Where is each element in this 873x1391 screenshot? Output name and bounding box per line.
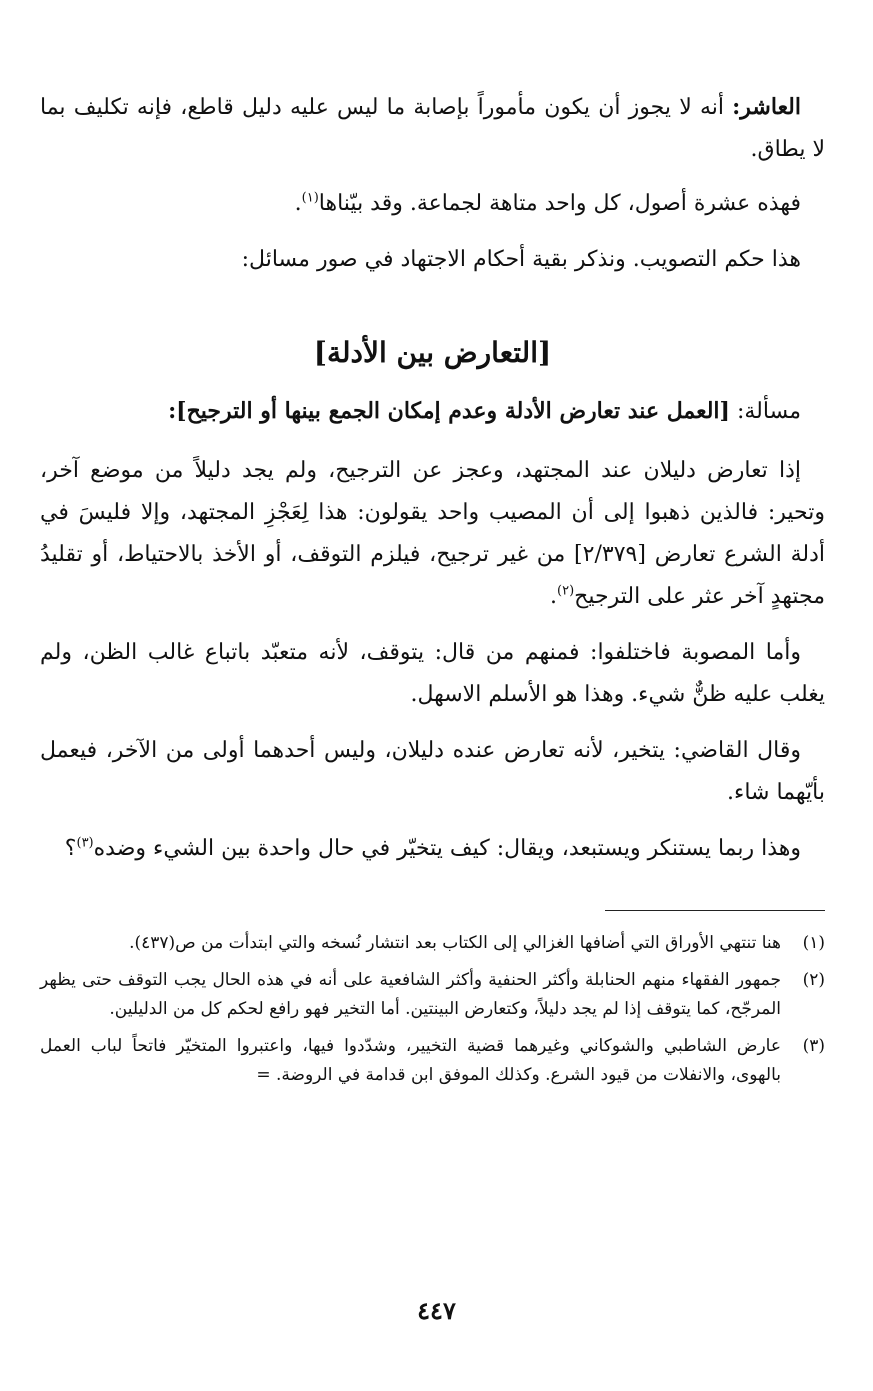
paragraph-conflict [40,450,825,618]
footnote-number: (٣) [802,1036,825,1056]
paragraph-text: هذا حكم التصويب. ونذكر بقية أحكام الاجتهاد في صور مسائل: [241,247,801,272]
footnote-ref-1[interactable]: (١) [301,190,319,206]
paragraph-qadi [40,730,825,814]
paragraph-ten-principles [40,183,825,225]
paragraph-tenth [40,86,825,171]
issue-heading [40,391,825,432]
section-title: [التعارض بين الأدلة] [313,336,552,369]
paragraph-text: أنه لا يجوز أن يكون مأموراً بإصابة ما ليس عليه دليل قاطع، فإنه تكليف بما لا يطاق. [40,95,825,162]
paragraph-text: إذا تعارض دليلان عند المجتهد، وعجز عن الترجيح، ولم يجد دليلاً من موضع آخر، وتحير: فالذين ذهبوا إلى أن المصيب واحد يقولون: هذا لِعَجْزِ المجتهد، وإلا فليسَ في أدلة الشرع تعارض [٢/٣٧٩] من غير ترجيح، فيلزم التوقف، أو الأخذ بالاحتياط، أو تقليدُ مجتهدٍ آخر عثر على الترجيح [40,458,825,609]
footnote-ref-2[interactable]: (٢) [557,583,575,599]
paragraph-tail: ؟ [64,836,77,861]
footnote-text: جمهور الفقهاء منهم الحنابلة وأكثر الحنفية وأكثر الشافعية على أنه في هذه الحال يجب التوقف حتى يظهر المرجّح، كما يتوقف إذا لم يجد دليلاً، وكتعارض البينتين. أما التخير فهو رافع لحكم كل من الدليلين. [40,970,781,1019]
footnote-3 [40,1032,825,1090]
footnote-divider [605,910,825,911]
footnote-2 [40,966,825,1024]
issue-title: [العمل عند تعارض الأدلة وعدم إمكان الجمع بينها أو الترجيح]: [168,398,730,424]
paragraph-text: فهذه عشرة أصول، كل واحد متاهة لجماعة. وقد بيّناها [318,191,801,216]
footnote-text: عارض الشاطبي والشوكاني وغيرهما قضية التخيير، وشدّدوا فيها، واعتبروا المتخيّر فاتحاً لباب العمل بالهوى، والانفلات من قيود الشرع. وكذلك الموفق ابن قدامة في الروضة. = [40,1036,781,1085]
paragraph-text: وهذا ربما يستنكر ويستبعد، ويقال: كيف يتخيّر في حال واحدة بين الشيء وضده [93,836,801,861]
footnote-number: (٢) [802,970,825,990]
page-number: ٤٤٧ [417,1296,456,1325]
book-page [40,86,825,1391]
paragraph-text: وقال القاضي: يتخير، لأنه تعارض عنده دليلان، وليس أحدهما أولى من الآخر، فيعمل بأيّهما شاء. [40,738,825,805]
paragraph-tail: . [294,191,302,216]
paragraph-lead: العاشر: [732,94,801,120]
paragraph-tail: . [550,584,558,609]
paragraph-objection [40,828,825,870]
issue-label: مسألة: [729,399,801,424]
footnote-number: (١) [802,933,825,953]
footnote-1 [40,929,825,958]
paragraph-text: وأما المصوبة فاختلفوا: فمنهم من قال: يتوقف، لأنه متعبّد باتباع غالب الظن، ولم يغلب عليه ظنٌّ شيء. وهذا هو الأسلم الاسهل. [40,640,825,707]
paragraph-taswib [40,239,825,281]
footnote-text: هنا تنتهي الأوراق التي أضافها الغزالي إلى الكتاب بعد انتشار نُسخه والتي ابتدأت من ص(٤٣٧). [129,933,781,953]
footnote-ref-3[interactable]: (٣) [76,835,94,851]
paragraph-musawwiba [40,632,825,716]
